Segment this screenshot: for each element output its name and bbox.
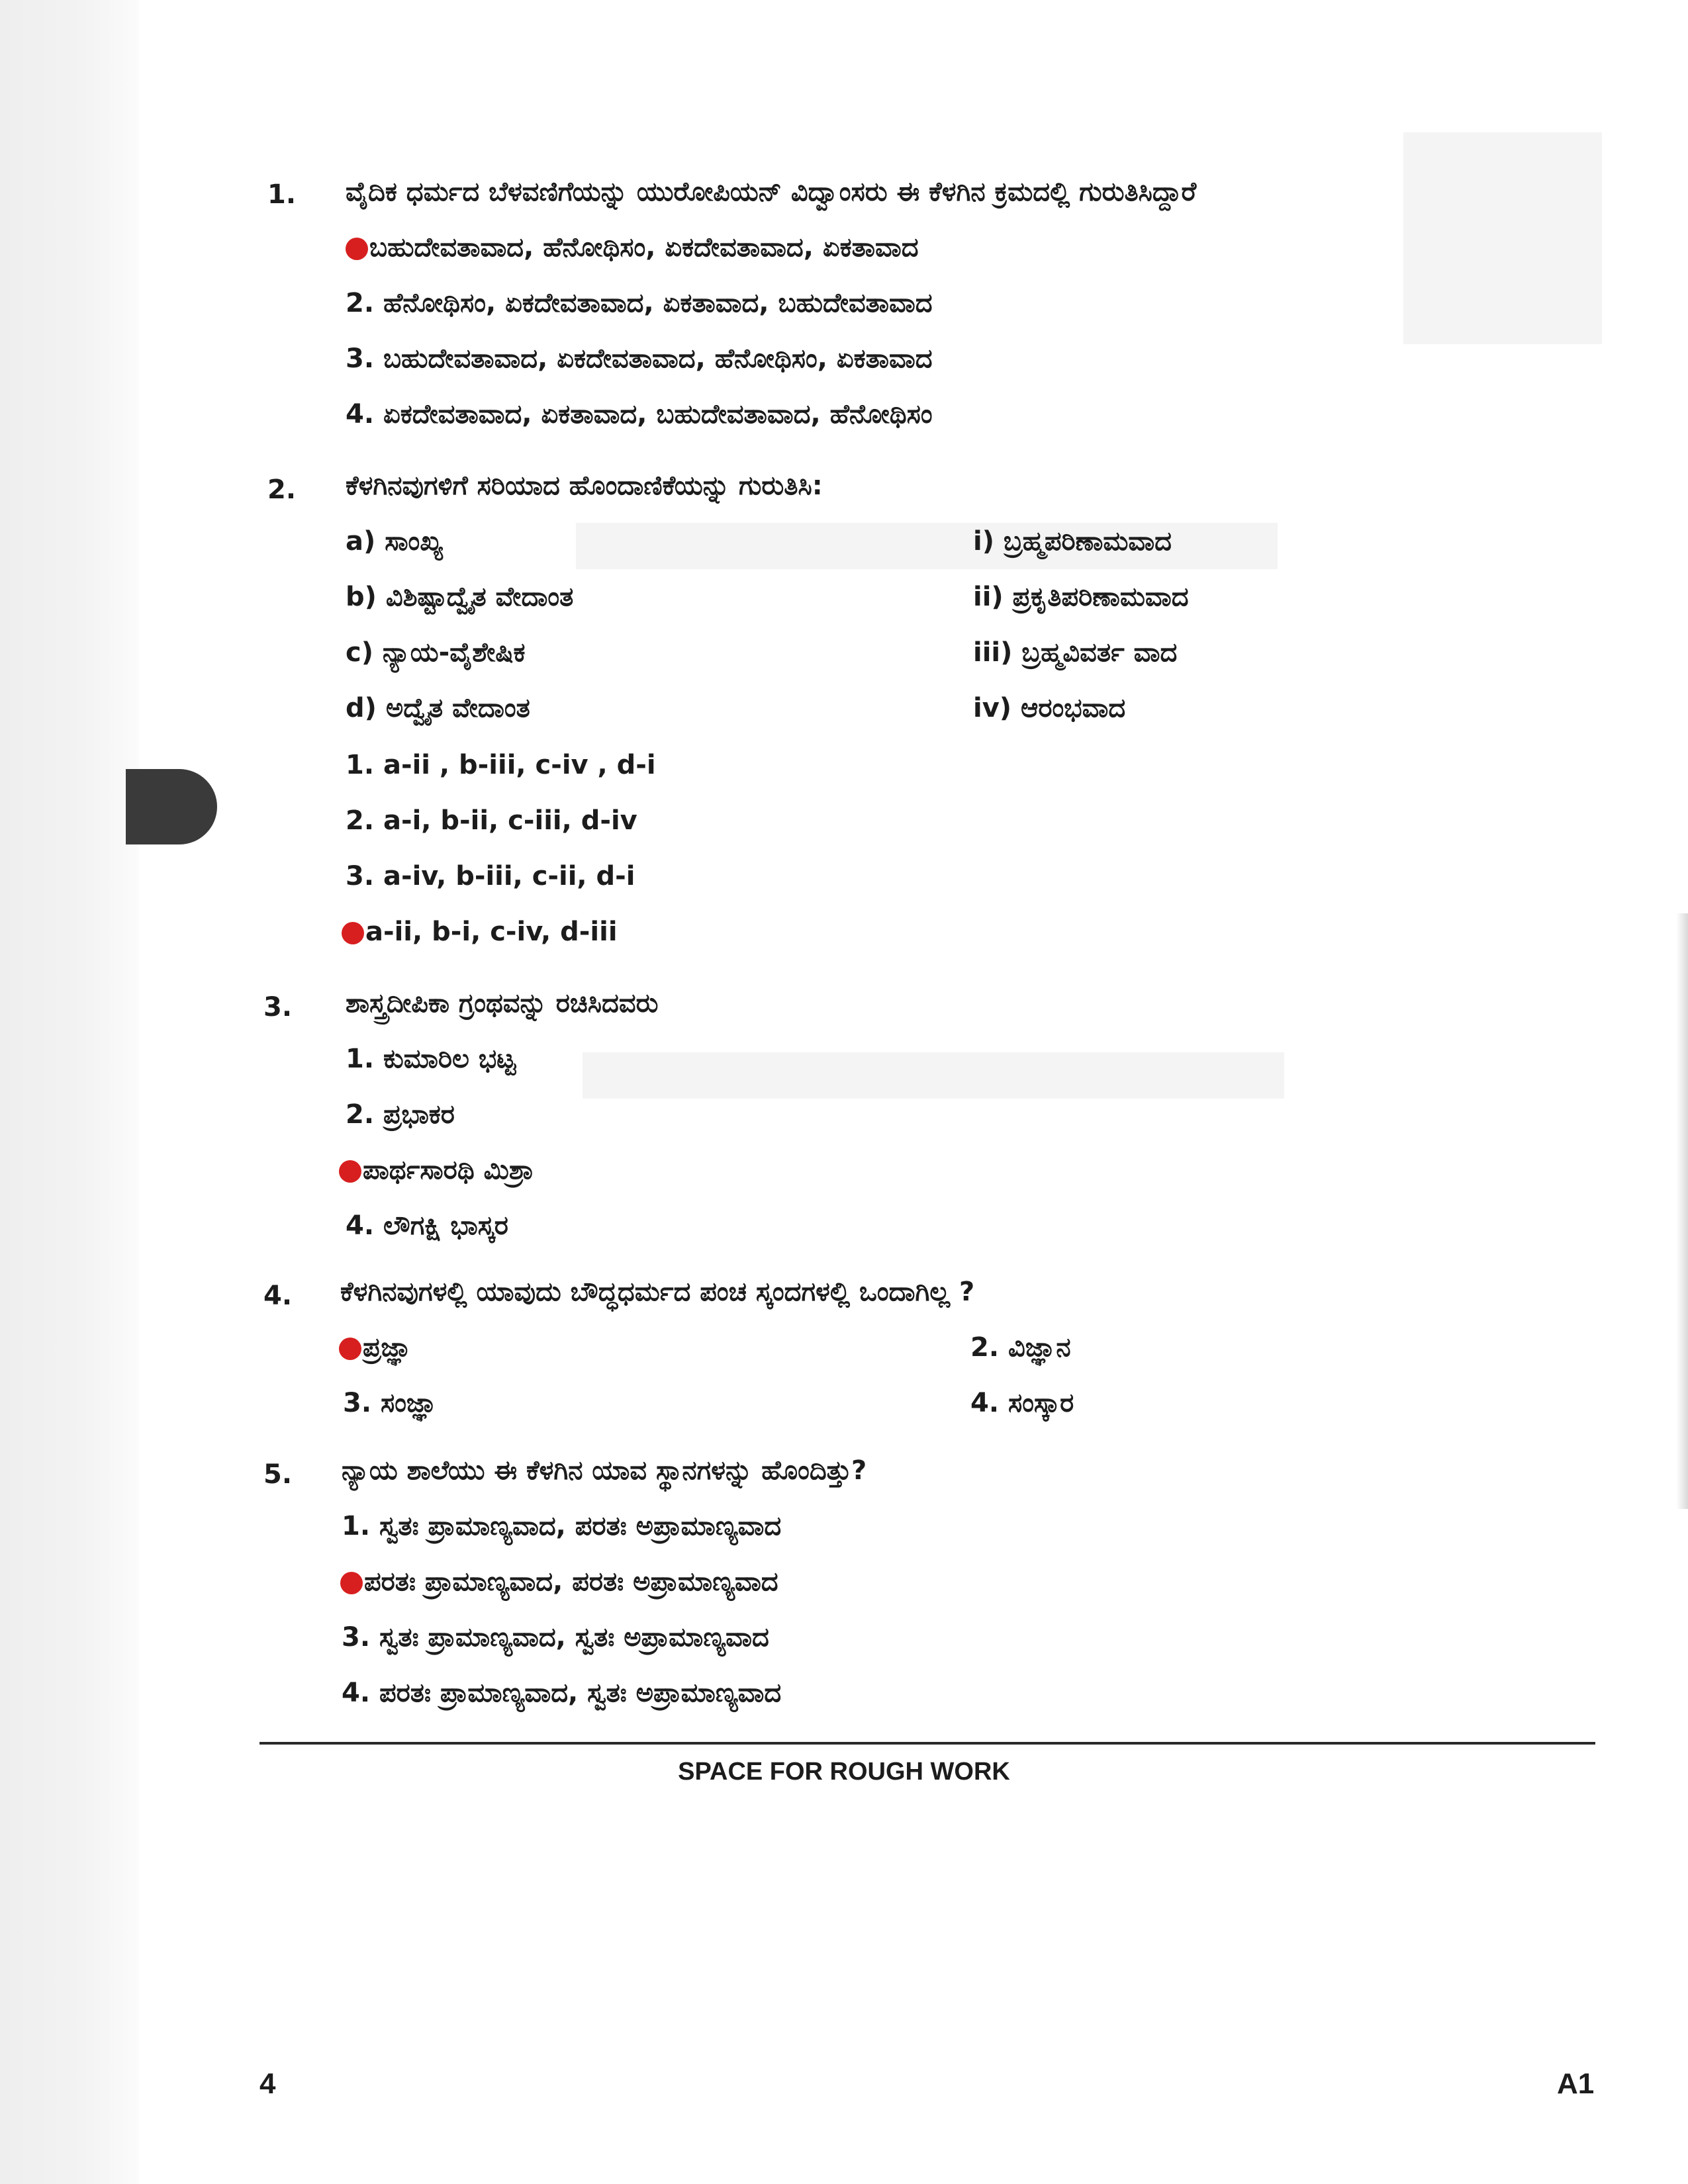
option-number: 4. [346,1210,375,1241]
answer-option[interactable] [346,285,933,322]
option-number: 4. [346,399,375,430]
option-number: 4. [342,1678,371,1708]
answer-option[interactable] [343,1385,438,1422]
option-number: 1. [346,1044,375,1074]
show-through-band [583,1052,1284,1099]
option-number: 3. [342,1622,371,1653]
answer-option[interactable] [346,229,919,266]
option-number: 3. [346,343,375,374]
answer-option[interactable] [346,1040,516,1077]
option-number: 2. [970,1332,1000,1363]
option-text: ವಿಜ್ಞಾನ [1008,1332,1071,1363]
booklet-code: A1 [1557,2068,1595,2100]
option-number: 1. [346,750,375,780]
match-left-item: a) ಸಾಂಖ್ಯ [346,526,443,557]
question-text: ಶಾಸ್ತ್ರದೀಪಿಕಾ ಗ್ರಂಥವನ್ನು ರಚಿಸಿದವರು [346,988,659,1019]
option-number: 2. [346,1099,375,1130]
option-number: 2. [346,805,375,836]
answer-option[interactable] [340,1563,778,1600]
option-text: ಸಂಸ್ಕಾರ [1008,1388,1074,1418]
question-text: ಕೆಳಗಿನವುಗಳಿಗೆ ಸರಿಯಾದ ಹೊಂದಾಣಿಕೆಯನ್ನು ಗುರುತಿಸಿ: [346,471,823,501]
question-number: 3. [263,992,293,1023]
show-through-block [1403,132,1602,344]
match-right-item: iv) ಆರಂಭವಾದ [973,693,1126,723]
option-text: ಪ್ರಜ್ಞಾ [363,1332,412,1363]
match-right-item: ii) ಪ್ರಕೃತಿಪರಿಣಾಮವಾದ [973,582,1189,612]
answer-option[interactable] [970,1385,1074,1422]
option-number: 4. [970,1388,1000,1418]
scan-shadow [0,0,139,2184]
option-text: ಪ್ರಭಾಕರ [383,1099,455,1130]
answer-option[interactable] [342,913,618,950]
match-left-item: d) ಅದ್ವೈತ ವೇದಾಂತ [346,693,530,723]
answer-option[interactable] [342,1674,781,1711]
answer-option[interactable] [342,1508,781,1545]
page-tab-mark [126,769,217,844]
answer-option[interactable] [346,858,635,895]
answer-option[interactable] [346,802,637,839]
option-text: ಕುಮಾರಿಲ ಭಟ್ಟ [383,1044,516,1074]
answer-option[interactable] [346,396,933,433]
answer-option[interactable] [339,1329,412,1366]
option-text: ಪರತಃ ಪ್ರಾಮಾಣ್ಯವಾದ, ಸ್ವತಃ ಅಪ್ರಾಮಾಣ್ಯವಾದ [379,1678,782,1708]
show-through-band [576,523,1278,569]
answer-option[interactable] [339,1152,534,1189]
answer-option[interactable] [346,1207,508,1244]
rough-work-heading: SPACE FOR ROUGH WORK [678,1758,1010,1786]
option-text: ಬಹುದೇವತಾವಾದ, ಏಕದೇವತಾವಾದ, ಹೆನೋಥಿಸಂ, ಏಕತಾವಾದ [383,343,933,374]
option-text: ಬಹುದೇವತಾವಾದ, ಹೆನೋಥಿಸಂ, ಏಕದೇವತಾವಾದ, ಏಕತಾವಾದ [369,232,919,263]
question-number: 1. [267,179,297,210]
match-right-item: i) ಬ್ರಹ್ಮಪರಿಣಾಮವಾದ [973,526,1172,557]
question-number: 5. [263,1459,293,1490]
answer-mark [346,238,368,260]
option-text: ಲೌಗಕ್ಷಿ ಭಾಸ್ಕರ [383,1210,508,1241]
option-text: a-i, b-ii, c-iii, d-iv [383,805,637,836]
option-text: ಏಕದೇವತಾವಾದ, ಏಕತಾವಾದ, ಬಹುದೇವತಾವಾದ, ಹೆನೋಥಿಸಂ [383,399,933,430]
scan-edge-shadow [1676,913,1688,1509]
option-text: a-ii , b-iii, c-iv , d-i [383,750,656,780]
question-text: ಕೆಳಗಿನವುಗಳಲ್ಲಿ ಯಾವುದು ಬೌದ್ಧಧರ್ಮದ ಪಂಚ ಸ್ಕಂದಗಳಲ್ಲಿ ಒಂದಾಗಿಲ್ಲ ? [340,1277,975,1307]
match-right-item: iii) ಬ್ರಹ್ಮವಿವರ್ತ ವಾದ [973,637,1178,668]
section-divider [259,1742,1595,1745]
option-text: ಸ್ವತಃ ಪ್ರಾಮಾಣ್ಯವಾದ, ಪರತಃ ಅಪ್ರಾಮಾಣ್ಯವಾದ [379,1511,782,1541]
option-text: ಪಾರ್ಥಸಾರಥಿ ಮಿಶ್ರಾ [363,1155,534,1185]
option-text: a-iv, b-iii, c-ii, d-i [383,861,635,891]
answer-mark [340,1572,363,1594]
answer-option[interactable] [342,1619,769,1656]
answer-option[interactable] [970,1329,1071,1366]
option-text: ಪರತಃ ಪ್ರಾಮಾಣ್ಯವಾದ, ಪರತಃ ಅಪ್ರಾಮಾಣ್ಯವಾದ [364,1567,778,1597]
answer-option[interactable] [346,1096,455,1133]
answer-mark [339,1338,361,1360]
option-text: ಸಂಜ್ಞಾ [380,1388,438,1418]
question-text: ವೈದಿಕ ಧರ್ಮದ ಬೆಳವಣಿಗೆಯನ್ನು ಯುರೋಪಿಯನ್ ವಿದ್ವಾಂಸರು ಈ ಕೆಳಗಿನ ಕ್ರಮದಲ್ಲಿ ಗುರುತಿಸಿದ್ದಾರೆ [346,177,1197,207]
option-number: 3. [343,1388,372,1418]
page-number: 4 [259,2068,276,2100]
question-number: 4. [263,1281,293,1311]
option-text: ಹೆನೋಥಿಸಂ, ಏಕದೇವತಾವಾದ, ಏಕತಾವಾದ, ಬಹುದೇವತಾವಾದ [383,288,933,318]
match-left-item: c) ನ್ಯಾಯ-ವೈಶೇಷಿಕ [346,637,526,668]
match-left-item: b) ವಿಶಿಷ್ಟಾದ್ವೈತ ವೇದಾಂತ [346,582,574,612]
question-text: ನ್ಯಾಯ ಶಾಲೆಯು ಈ ಕೆಳಗಿನ ಯಾವ ಸ್ಥಾನಗಳನ್ನು ಹೊಂದಿತ್ತು? [342,1455,867,1486]
question-number: 2. [267,475,297,505]
answer-option[interactable] [346,340,933,377]
answer-mark [342,922,364,944]
option-text: a-ii, b-i, c-iv, d-iii [365,917,618,947]
answer-option[interactable] [346,747,656,784]
option-number: 2. [346,288,375,318]
answer-mark [339,1160,361,1183]
option-text: ಸ್ವತಃ ಪ್ರಾಮಾಣ್ಯವಾದ, ಸ್ವತಃ ಅಪ್ರಾಮಾಣ್ಯವಾದ [379,1622,769,1653]
option-number: 1. [342,1511,371,1541]
option-number: 3. [346,861,375,891]
